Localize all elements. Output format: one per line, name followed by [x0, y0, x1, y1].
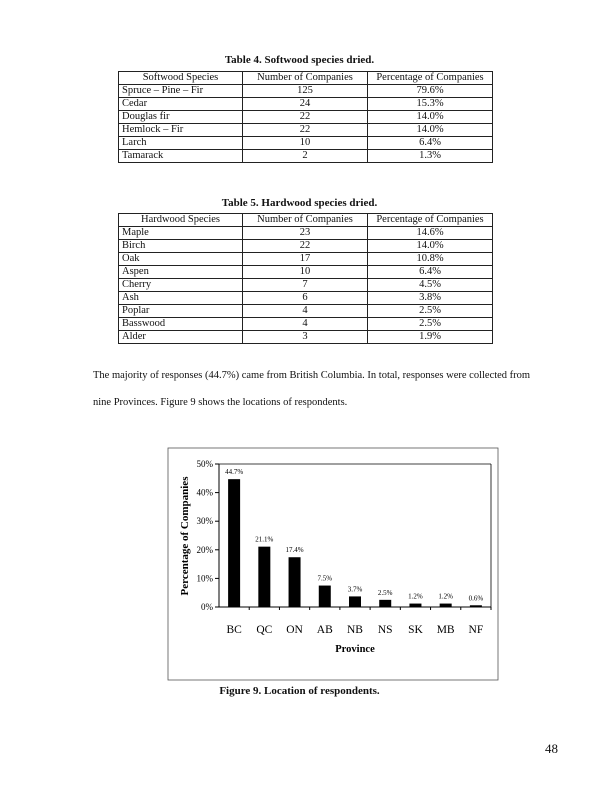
table-cell: 24 — [243, 98, 368, 111]
data-label: 0.6% — [468, 594, 484, 603]
table-cell: 2 — [243, 150, 368, 163]
x-axis-title: Province — [335, 644, 375, 655]
data-label: 44.7% — [225, 468, 244, 477]
table-cell: 10.8% — [368, 253, 493, 266]
table-cell: 10 — [243, 137, 368, 150]
data-label: 7.5% — [317, 574, 333, 583]
table-cell: 4.5% — [368, 279, 493, 292]
table-cell: 125 — [243, 85, 368, 98]
table-cell: Birch — [119, 240, 243, 253]
table-cell: 2.5% — [368, 318, 493, 331]
table-cell: 15.3% — [368, 98, 493, 111]
table-cell: 14.6% — [368, 227, 493, 240]
page-number: 48 — [545, 741, 558, 756]
bar-mb — [440, 604, 452, 607]
table-cell: 22 — [243, 240, 368, 253]
table-cell: 23 — [243, 227, 368, 240]
table-cell: 6.4% — [368, 266, 493, 279]
table-cell: Cherry — [119, 279, 243, 292]
y-tick-label: 10% — [196, 573, 213, 584]
bar-sk — [409, 604, 421, 607]
table-cell: 14.0% — [368, 240, 493, 253]
x-tick-label: ON — [286, 624, 303, 636]
x-tick-label: MB — [436, 624, 455, 636]
chart-frame — [168, 448, 498, 680]
x-tick-label: SK — [408, 624, 423, 636]
y-tick-label: 50% — [196, 459, 213, 469]
table-cell: 4 — [243, 318, 368, 331]
x-tick-label: QC — [256, 624, 273, 636]
table-cell: 3.8% — [368, 292, 493, 305]
data-label: 3.7% — [347, 585, 363, 594]
table-cell: 1.3% — [368, 150, 493, 163]
y-tick-label: 30% — [196, 516, 213, 527]
table-cell: Hemlock – Fir — [119, 124, 243, 137]
bar-ns — [379, 600, 391, 607]
table-cell: 1.9% — [368, 331, 493, 344]
column-header: Percentage of Companies — [368, 214, 493, 227]
x-tick-label: AB — [316, 624, 333, 636]
table-cell: 2.5% — [368, 305, 493, 318]
table-cell: 17 — [243, 253, 368, 266]
table-cell: Oak — [119, 253, 243, 266]
column-header: Number of Companies — [243, 72, 368, 85]
y-tick-label: 0% — [201, 602, 213, 612]
data-label: 21.1% — [255, 535, 274, 544]
table-cell: Douglas fir — [119, 111, 243, 124]
table-cell: 10 — [243, 266, 368, 279]
table-cell: Alder — [119, 331, 243, 344]
table-cell: 79.6% — [368, 85, 493, 98]
table-cell: Larch — [119, 137, 243, 150]
bar-nb — [349, 596, 361, 607]
table-cell: Ash — [119, 292, 243, 305]
data-label: 1.2% — [438, 592, 453, 601]
data-label: 1.2% — [408, 592, 423, 601]
figure-caption: Figure 9. Location of respondents. — [219, 685, 380, 697]
table-cell: Aspen — [119, 266, 243, 279]
table5-caption: Table 5. Hardwood species dried. — [221, 197, 378, 209]
table-cell: Basswood — [119, 318, 243, 331]
bar-on — [289, 557, 301, 607]
table-cell: 4 — [243, 305, 368, 318]
x-tick-label: NF — [468, 624, 484, 636]
table-cell: Spruce – Pine – Fir — [119, 85, 243, 98]
x-tick-label: NB — [347, 624, 363, 636]
column-header: Percentage of Companies — [368, 72, 493, 85]
y-axis-title: Percentage of Companies — [179, 476, 191, 596]
column-header: Softwood Species — [119, 72, 243, 85]
table-cell: 14.0% — [368, 124, 493, 137]
bar-ab — [319, 586, 331, 607]
bar-nf — [470, 605, 482, 607]
bar-bc — [228, 479, 240, 607]
table-cell: Poplar — [119, 305, 243, 318]
x-tick-label: NS — [377, 624, 393, 636]
body-paragraph-line-2: nine Provinces. Figure 9 shows the locations of respondents. — [93, 397, 348, 408]
x-tick-label: BC — [226, 624, 242, 636]
table-cell: 14.0% — [368, 111, 493, 124]
column-header: Hardwood Species — [119, 214, 243, 227]
table-cell: 7 — [243, 279, 368, 292]
column-header: Number of Companies — [243, 214, 368, 227]
table-cell: 3 — [243, 331, 368, 344]
y-tick-label: 20% — [196, 544, 213, 555]
bar-qc — [258, 547, 270, 607]
table-cell: Cedar — [119, 98, 243, 111]
data-label: 17.4% — [285, 546, 304, 555]
table-cell: 22 — [243, 124, 368, 137]
body-paragraph-line-1: The majority of responses (44.7%) came from British Columbia. In total, responses were collected from — [93, 370, 531, 381]
table-cell: Maple — [119, 227, 243, 240]
table4-caption: Table 4. Softwood species dried. — [224, 54, 375, 66]
y-tick-label: 40% — [196, 487, 213, 498]
table-cell: Tamarack — [119, 150, 243, 163]
table-cell: 6.4% — [368, 137, 493, 150]
table-cell: 6 — [243, 292, 368, 305]
table-cell: 22 — [243, 111, 368, 124]
data-label: 2.5% — [377, 588, 393, 597]
